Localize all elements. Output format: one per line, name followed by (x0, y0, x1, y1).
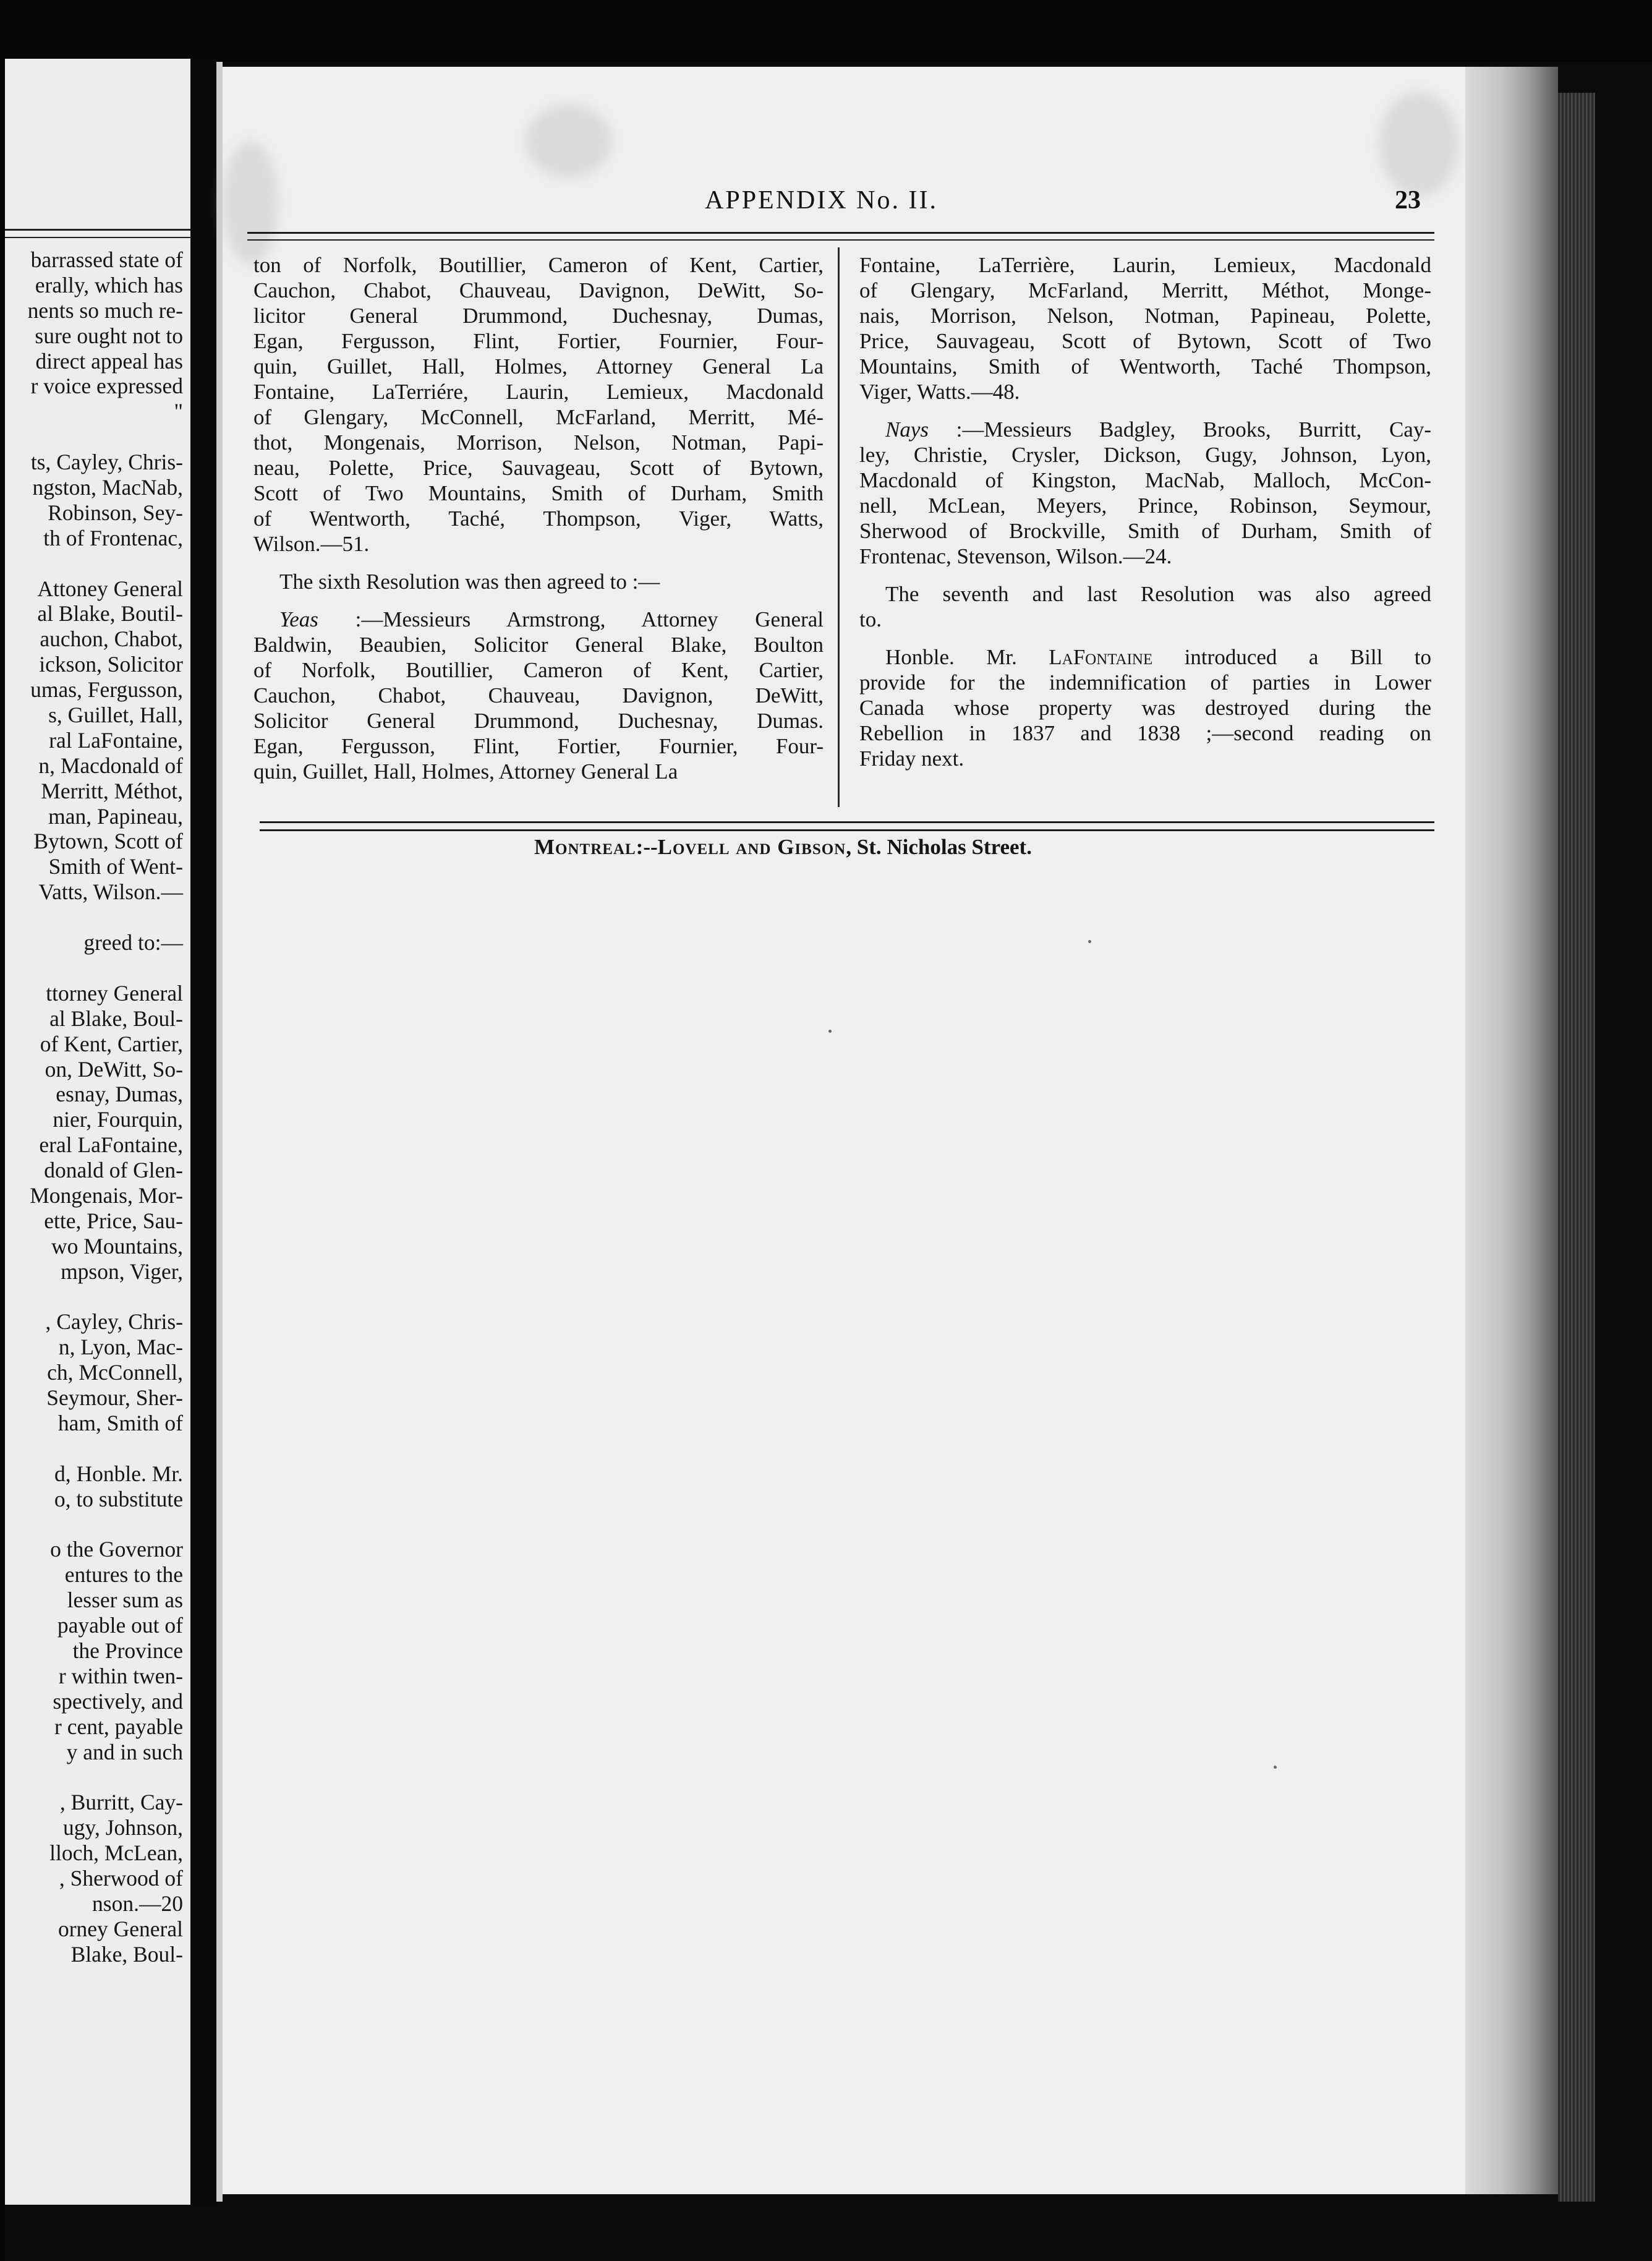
nays-list (859, 442, 1431, 569)
text-column-left (253, 252, 824, 784)
previous-page-line: al Blake, Boutil- (37, 601, 183, 626)
text-line: Canada whose property was destroyed during the (859, 696, 1431, 720)
foot-rule (260, 821, 1434, 831)
text-line: Baldwin, Beaubien, Solicitor General Blake, Boulton (253, 633, 824, 657)
text-line: Solicitor General Drummond, Duchesnay, Dumas. (253, 709, 824, 733)
text-line: Price, Sauvageau, Scott of Bytown, Scott of Two (859, 329, 1431, 353)
previous-page-line: lesser sum as (67, 1588, 183, 1613)
text-line: The seventh and last Resolution was also agreed (885, 582, 1431, 606)
column-divider (838, 247, 840, 807)
previous-page-line: wo Mountains, (51, 1233, 183, 1259)
printer-imprint (534, 835, 1032, 860)
previous-page-line: r voice expressed (30, 374, 183, 399)
imprint-printer-2: Gibson (777, 835, 846, 859)
previous-page-line (5, 905, 183, 930)
ink-smudge (526, 104, 612, 178)
previous-page-line: Mongenais, Mor- (30, 1182, 183, 1208)
page-inner-edge (216, 62, 223, 2202)
text-line: Sherwood of Brockville, Smith of Durham, Smith of (859, 519, 1431, 543)
previous-page-line: Attoney General (37, 576, 183, 601)
previous-page-line (5, 551, 183, 576)
text-line: Frontenac, Stevenson, Wilson.—24. (859, 544, 1172, 568)
bill-mover-name: LaFontaine (1049, 645, 1153, 669)
previous-page-line: o the Governor (50, 1537, 183, 1562)
ink-smudge (223, 141, 278, 265)
text-line: Rebellion in 1837 and 1838 ;—second reading on (859, 721, 1431, 745)
yeas-first-line-text: :—Messieurs Armstrong, Attorney General (318, 607, 824, 631)
paragraph-nays (859, 417, 1431, 569)
previous-page-line: spectively, and (53, 1688, 183, 1714)
text-line: Fontaine, LaTerrière, Laurin, Lemieux, Macdonald (859, 253, 1431, 277)
previous-page-line: , Cayley, Chris- (45, 1309, 183, 1335)
text-line: Egan, Fergusson, Flint, Fortier, Fournier, Four- (253, 734, 824, 758)
text-line: Cauchon, Chabot, Chauveau, Davignon, DeWitt, (253, 683, 824, 707)
previous-page-line: " (174, 399, 183, 424)
previous-page-line (5, 1512, 183, 1537)
bill-text-b: introduced a Bill to (1152, 645, 1431, 669)
text-column-right (859, 252, 1431, 771)
nays-first-line-text: :—Messieurs Badgley, Brooks, Burritt, Cay- (929, 417, 1431, 442)
previous-page-line: donald of Glen- (44, 1158, 183, 1183)
previous-page-line: r within twen- (58, 1663, 183, 1688)
previous-page-line: Seymour, Sher- (46, 1385, 183, 1411)
paper-speck (1274, 1766, 1277, 1769)
previous-page-line: direct appeal has (35, 348, 183, 374)
nays-first-line (859, 417, 1431, 442)
running-head: APPENDIX No. II. (705, 186, 938, 215)
paragraph-seventh-resolution (859, 581, 1431, 632)
previous-page-line: th of Frontenac, (43, 525, 183, 550)
previous-page-line: ch, McConnell, (47, 1360, 183, 1385)
book-gutter (190, 59, 215, 2205)
previous-page-line: s, Guillet, Hall, (48, 703, 183, 728)
previous-page-line: Bytown, Scott of (33, 829, 183, 854)
previous-page-line: Blake, Boul- (70, 1941, 183, 1967)
previous-page-line: n, Macdonald of (38, 753, 183, 778)
previous-page-line: the Province (72, 1638, 183, 1663)
text-line: Fontaine, LaTerriére, Laurin, Lemieux, Macdonald (253, 380, 824, 404)
previous-page-line: ette, Price, Sau- (44, 1208, 183, 1233)
text-line: nais, Morrison, Nelson, Notman, Papineau, Polette, (859, 304, 1431, 328)
previous-page-line (5, 424, 183, 450)
previous-page-line (5, 1284, 183, 1310)
previous-page-line (5, 955, 183, 981)
imprint-separator: :-- (636, 835, 658, 859)
text-line: Egan, Fergusson, Flint, Fortier, Fournier, Four- (253, 329, 824, 353)
bill-text (859, 670, 1431, 771)
text-line: to. (859, 607, 882, 631)
previous-page-line: lloch, McLean, (49, 1840, 183, 1866)
text-line: of Norfolk, Boutillier, Cameron of Kent, Cartier, (253, 658, 824, 682)
previous-page-line: mpson, Viger, (61, 1259, 183, 1284)
imprint-and: and (730, 835, 778, 859)
previous-page-line: y and in such (66, 1739, 183, 1764)
yeas-list (253, 632, 824, 784)
previous-page-line: ickson, Solicitor (39, 652, 183, 677)
paragraph-yeas (253, 607, 824, 784)
imprint-printer-1: Lovell (657, 835, 730, 859)
paragraph-division-48 (859, 252, 1431, 404)
text-line: of Glengary, McFarland, Merritt, Méthot, Monge- (859, 278, 1431, 302)
previous-page-line: Smith of Went- (48, 854, 183, 879)
previous-page-line (5, 1764, 183, 1790)
previous-page-line: n, Lyon, Mac- (58, 1335, 183, 1360)
previous-page-line: entures to the (64, 1562, 183, 1588)
previous-page-line: Robinson, Sey- (48, 500, 183, 525)
text-line: Macdonald of Kingston, MacNab, Malloch, McCon- (859, 468, 1431, 492)
text-line: thot, Mongenais, Morrison, Nelson, Notman, Papi- (253, 430, 824, 455)
text-line: Viger, Watts.—48. (859, 380, 1020, 404)
text-line: Wilson.—51. (253, 532, 370, 556)
previous-page-line: ttorney General (46, 980, 183, 1006)
previous-page-line: d, Honble. Mr. (54, 1461, 183, 1486)
previous-page-line: erally, which has (35, 272, 183, 297)
scan-border-left (0, 0, 5, 2261)
previous-page-line: Vatts, Wilson.— (38, 879, 183, 905)
yeas-first-line (253, 607, 824, 632)
previous-page-fragment (5, 59, 190, 2205)
imprint-city: Montreal (534, 835, 636, 859)
previous-page-line: auchon, Chabot, (40, 626, 183, 652)
bill-text-a: Honble. Mr. (885, 645, 1049, 669)
previous-page-line: , Burritt, Cay- (59, 1790, 183, 1815)
text-line: nell, McLean, Meyers, Prince, Robinson, Seymour, (859, 494, 1431, 518)
text-line: Friday next. (859, 746, 964, 771)
bill-first-line (859, 644, 1431, 670)
previous-page-line: ham, Smith of (57, 1410, 183, 1435)
previous-page-line: ral LaFontaine, (49, 727, 183, 753)
text-line: neau, Polette, Price, Sauvageau, Scott of Bytown, (253, 456, 824, 480)
text-line: Cauchon, Chabot, Chauveau, Davignon, DeWitt, So- (253, 278, 824, 302)
nays-label: Nays (885, 417, 929, 442)
previous-page-line: esnay, Dumas, (56, 1082, 183, 1107)
previous-page-line (5, 1436, 183, 1461)
previous-page-line: ugy, Johnson, (63, 1815, 183, 1840)
previous-page-line: nier, Fourquin, (53, 1107, 183, 1132)
paragraph-division-51 (253, 252, 824, 557)
previous-page-head-rule (5, 229, 190, 238)
previous-page-line: , Sherwood of (59, 1866, 183, 1891)
previous-page-line: r cent, payable (54, 1714, 183, 1739)
previous-page-line: o, to substitute (54, 1486, 183, 1511)
previous-page-text (5, 247, 183, 1967)
previous-page-line: Merritt, Méthot, (41, 778, 183, 803)
previous-page-line: ngston, MacNab, (32, 475, 183, 500)
text-line: licitor General Drummond, Duchesnay, Dumas, (253, 304, 824, 328)
text-line: quin, Guillet, Hall, Holmes, Attorney General La (253, 354, 824, 378)
previous-page-line: greed to:— (83, 930, 183, 955)
imprint-address: , St. Nicholas Street. (846, 835, 1032, 859)
previous-page-line: of Kent, Cartier, (40, 1031, 183, 1056)
page-number: 23 (1395, 186, 1421, 215)
text-line: of Glengary, McConnell, McFarland, Merritt, Mé- (253, 405, 824, 429)
paper-speck (828, 1030, 832, 1033)
paper-speck (1088, 940, 1091, 943)
ink-smudge (1379, 92, 1459, 197)
yeas-label: Yeas (279, 607, 318, 631)
text-line: Mountains, Smith of Wentworth, Taché Thompson, (859, 354, 1431, 378)
text-line: quin, Guillet, Hall, Holmes, Attorney General La (253, 759, 678, 784)
page-outer-edge (1465, 67, 1558, 2194)
text-line: ton of Norfolk, Boutillier, Cameron of Kent, Cartier, (253, 253, 824, 277)
previous-page-line: on, DeWitt, So- (45, 1056, 183, 1082)
previous-page-line: ts, Cayley, Chris- (30, 450, 183, 475)
previous-page-line: barrassed state of (30, 247, 183, 272)
previous-page-line: umas, Fergusson, (30, 677, 183, 703)
text-line: ley, Christie, Crysler, Dickson, Gugy, Johnson, Lyon, (859, 443, 1431, 467)
previous-page-line: eral LaFontaine, (39, 1132, 183, 1158)
paragraph-bill-introduced (859, 644, 1431, 771)
stacked-page-edges (1558, 93, 1595, 2202)
previous-page-line: al Blake, Boul- (49, 1006, 183, 1031)
previous-page-line: orney General (57, 1916, 183, 1941)
text-line: of Wentworth, Taché, Thompson, Viger, Watts, (253, 506, 824, 531)
text-line: Scott of Two Mountains, Smith of Durham, Smith (253, 481, 824, 505)
previous-page-line: nson.—20 (92, 1891, 183, 1916)
scan-border-top (0, 0, 1652, 62)
head-rule (247, 232, 1434, 241)
text-line: provide for the indemnification of parties in Lower (859, 670, 1431, 695)
previous-page-line: nents so much re- (27, 297, 183, 323)
paragraph-sixth-resolution (253, 569, 824, 594)
previous-page-line: man, Papineau, (48, 803, 183, 829)
previous-page-line: payable out of (57, 1613, 183, 1638)
previous-page-line: sure ought not to (35, 323, 183, 348)
sixth-resolution-text: The sixth Resolution was then agreed to :— (279, 570, 660, 594)
